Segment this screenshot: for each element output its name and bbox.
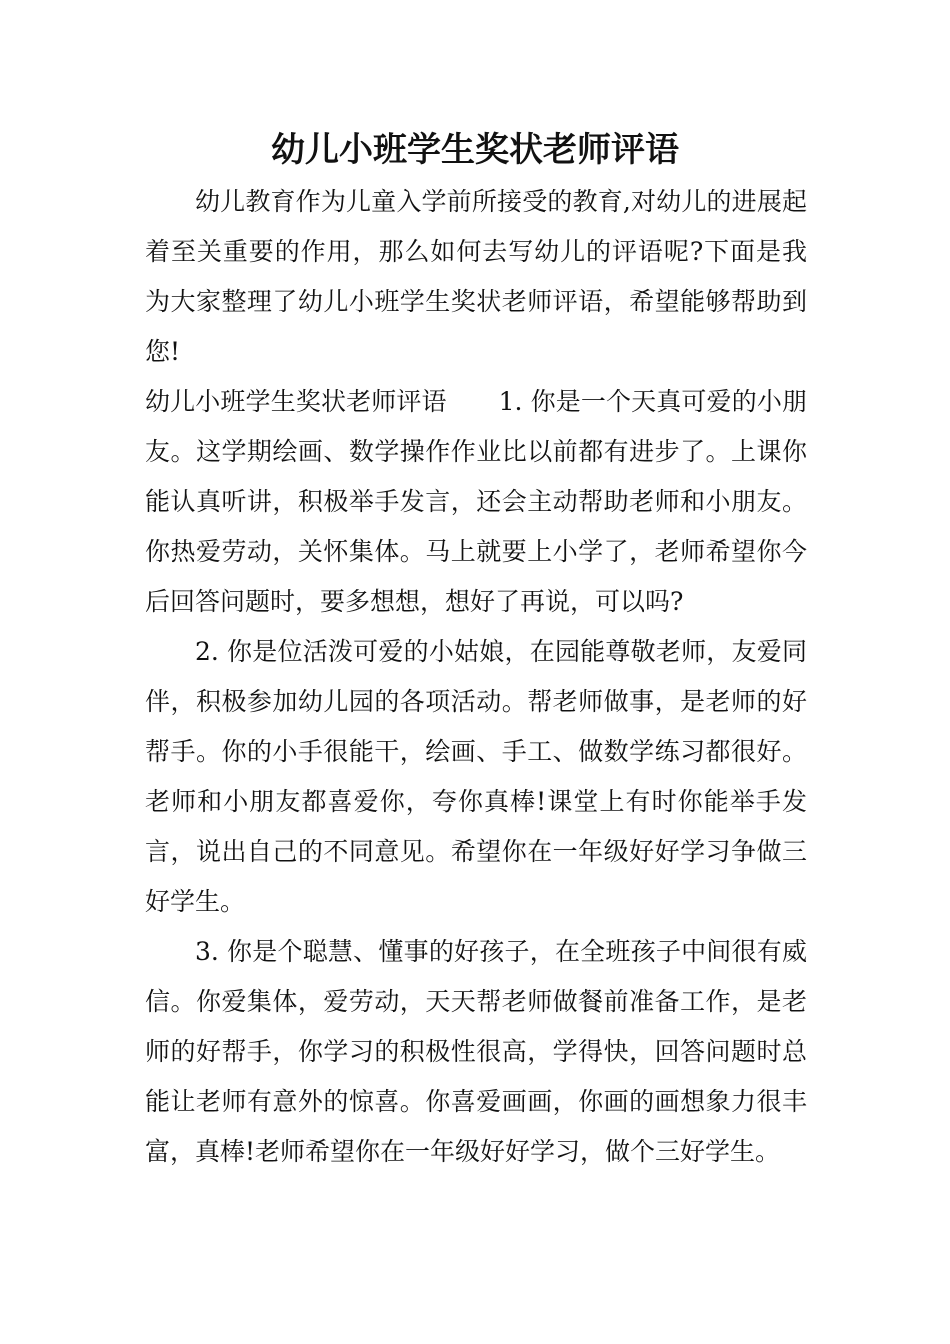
section-paragraph-1: [145, 377, 807, 627]
document-title: 幼儿小班学生奖状老师评语: [271, 130, 679, 170]
section-heading: 幼儿小班学生奖状老师评语: [145, 387, 447, 416]
intro-paragraph: 幼儿教育作为儿童入学前所接受的教育,对幼儿的进展起着至关重要的作用，那么如何去写幼儿的评语呢?下面是我为大家整理了幼儿小班学生奖状老师评语，希望能够帮助到您!: [145, 187, 807, 366]
comment-item-3: 3. 你是个聪慧、懂事的好孩子，在全班孩子中间很有威信。你爱集体，爱劳动，天天帮老师做餐前准备工作，是老师的好帮手，你学习的积极性很高，学得快，回答问题时总能让老师有意外的惊喜。你喜爱画画，你画的画想象力很丰富，真棒!老师希望你在一年级好好学习，做个三好学生。: [145, 937, 807, 1166]
comment-item-1: 1. 你是一个天真可爱的小朋友。这学期绘画、数学操作作业比以前都有进步了。上课你能认真听讲，积极举手发言，还会主动帮助老师和小朋友。你热爱劳动，关怀集体。马上就要上小学了，老师希望你今后回答问题时，要多想想，想好了再说，可以吗?: [145, 387, 807, 616]
comment-item-2: 2. 你是位活泼可爱的小姑娘，在园能尊敬老师，友爱同伴，积极参加幼儿园的各项活动。帮老师做事，是老师的好帮手。你的小手很能干，绘画、手工、做数学练习都很好。老师和小朋友都喜爱你，夸你真棒!课堂上有时你能举手发言，说出自己的不同意见。希望你在一年级好好学习争做三好学生。: [145, 637, 807, 916]
document-body: [145, 177, 807, 1177]
